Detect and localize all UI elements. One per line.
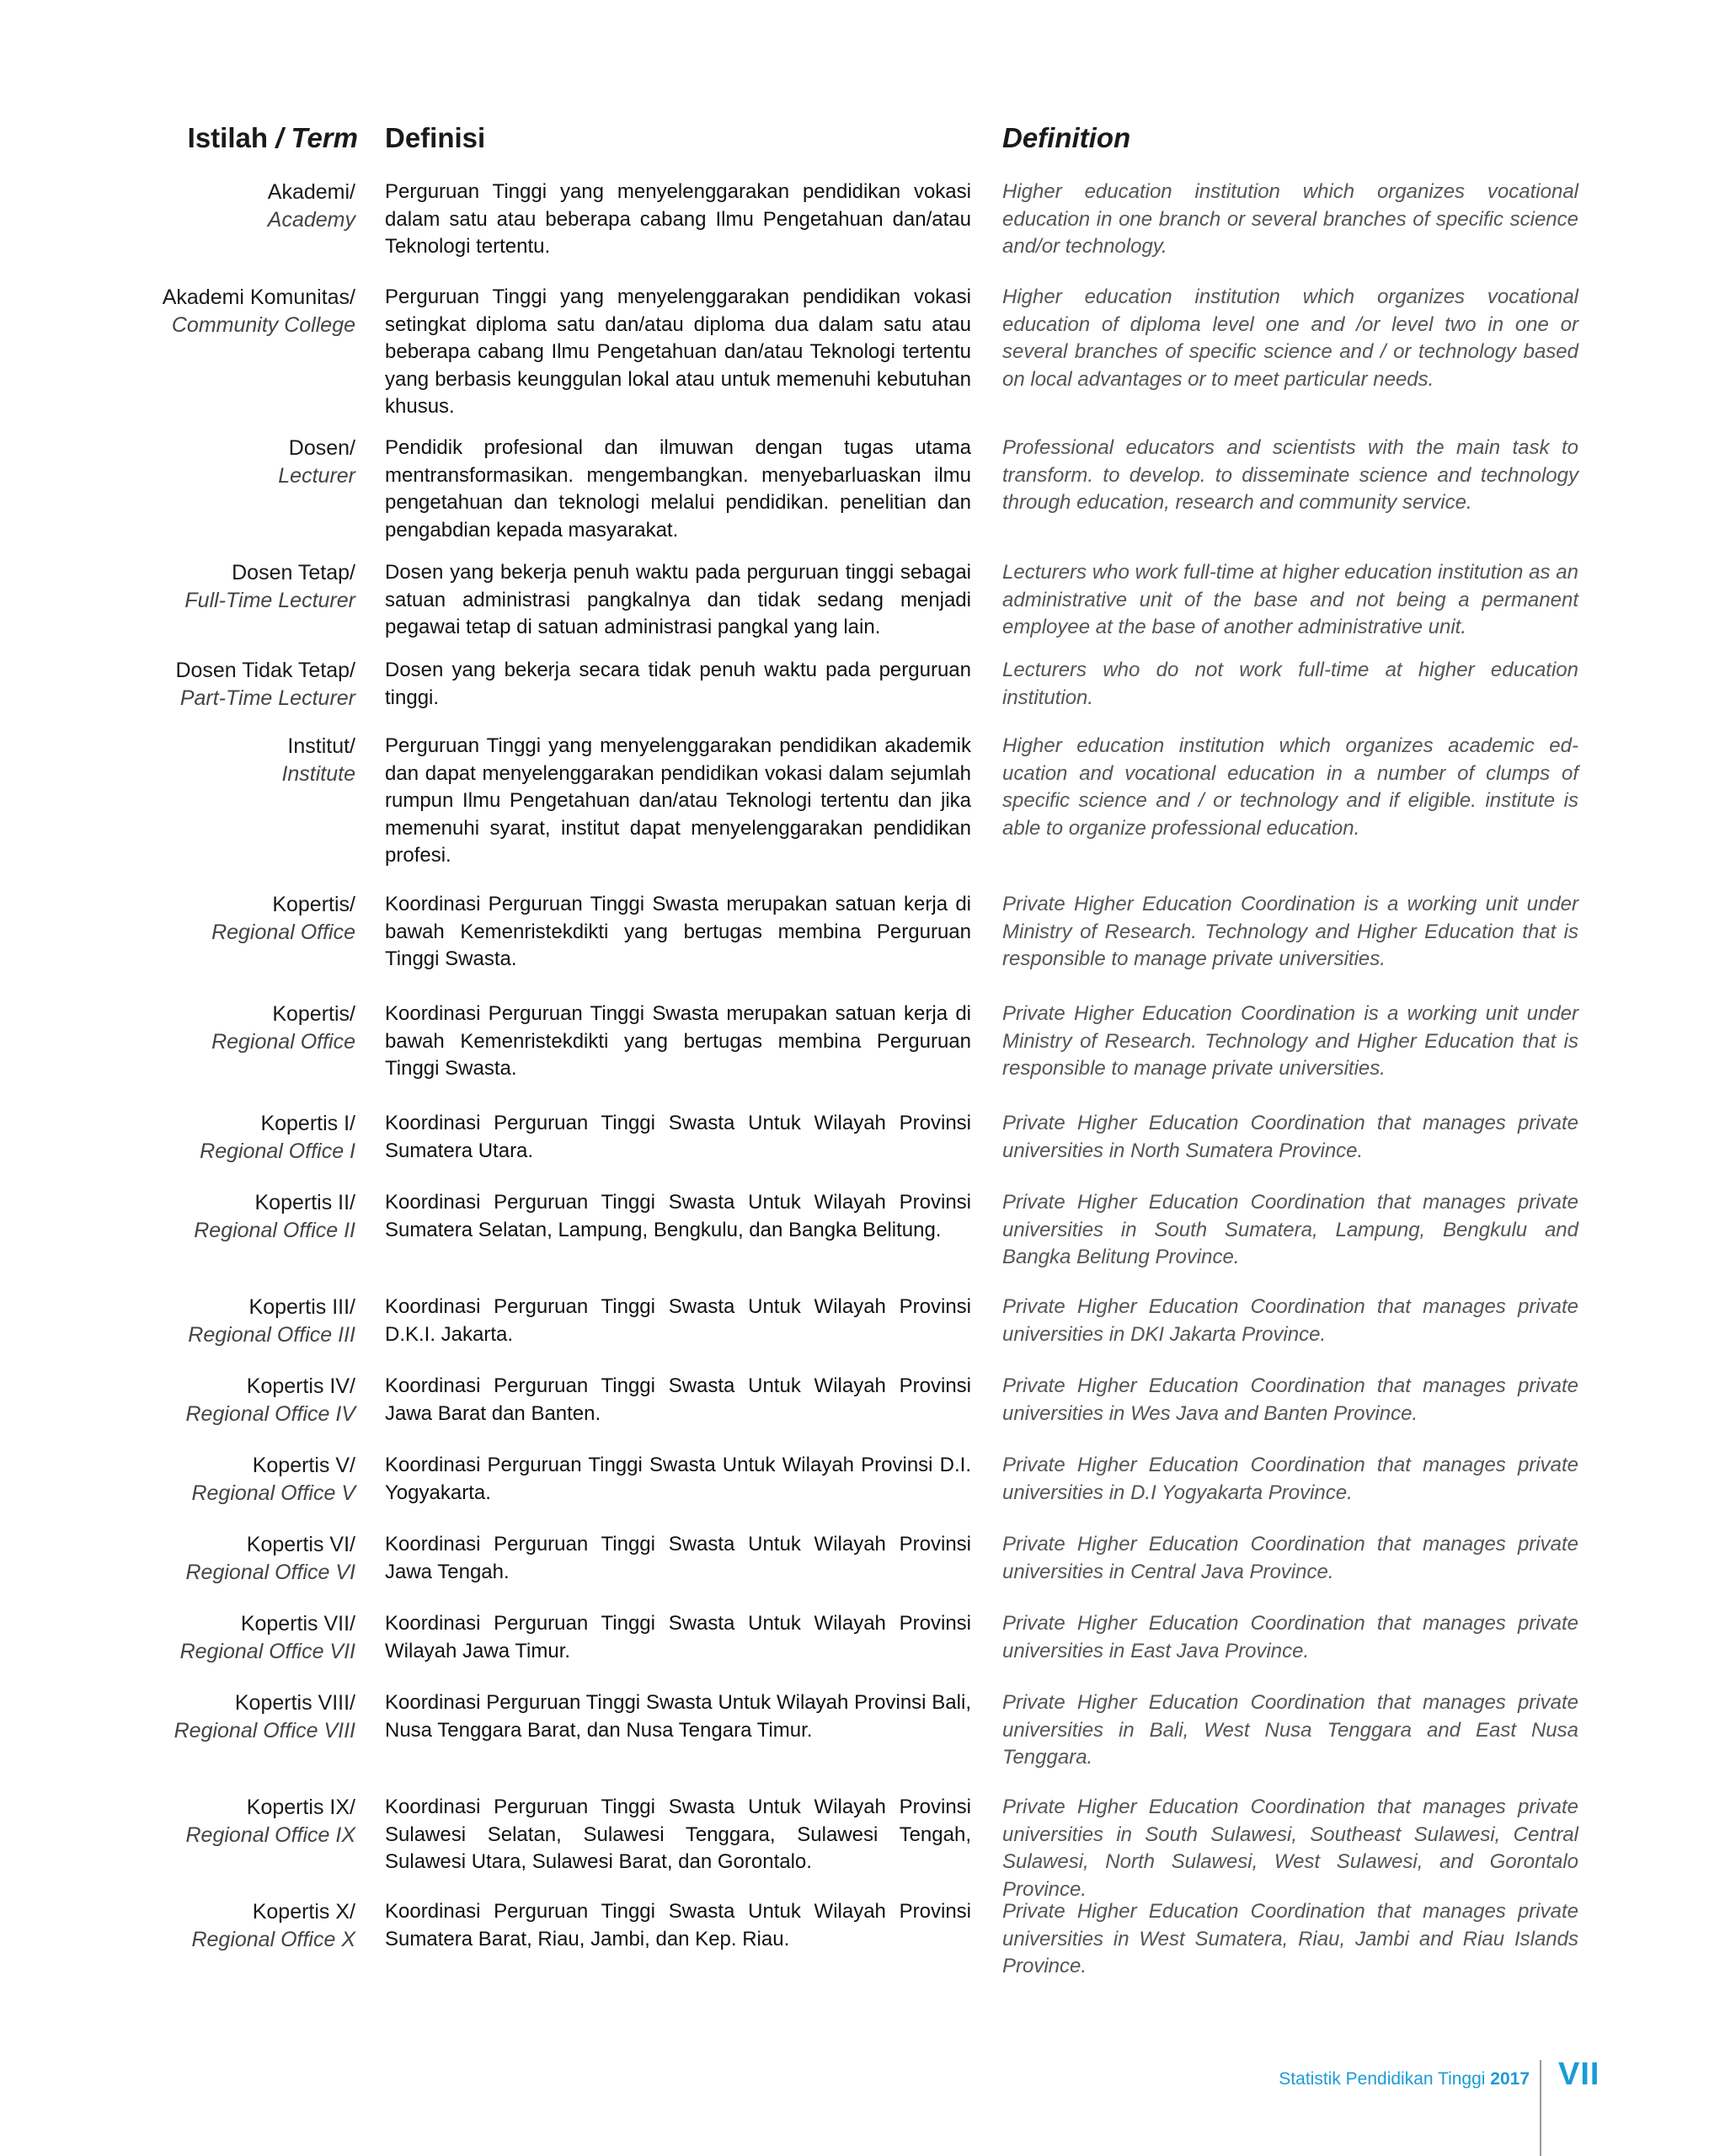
definition-id: Koordinasi Perguruan Tinggi Swasta Untuk Wilayah Provinsi Sumatera Utara. [385,1112,971,1162]
definition-id: Koordinasi Perguruan Tinggi Swasta Untuk Wilayah Provinsi D.I. Yogyakarta. [385,1454,971,1504]
term-id: Dosen Tetap/ [232,561,355,584]
term [126,1001,355,1055]
term [126,1531,355,1586]
term-id: Kopertis II/ [254,1191,355,1214]
term [126,1689,355,1744]
definition-id: Dosen yang bekerja penuh waktu pada perguruan tinggi sebagai satuan administrasi pangkalnya dan tidak sedang menjadi pegawai tetap di satuan administrasi pangkal yang lain. [385,561,971,638]
term-en: Regional Office IV [185,1401,355,1426]
definition-id: Koordinasi Perguruan Tinggi Swasta Untuk Wilayah Provinsi Wilayah Jawa Timur. [385,1612,971,1662]
term-id: Kopertis III/ [248,1295,355,1319]
term-id: Kopertis/ [272,893,355,916]
term-en: Regional Office [211,920,355,944]
definition-id: Koordinasi Perguruan Tinggi Swasta Untuk Wilayah Provinsi Sumatera Selatan, Lampung, Bengkulu, dan Bangka Belitung. [385,1191,971,1241]
term [126,1610,355,1665]
definition-en: Lecturers who work full-time at higher education institution as an administrative unit of the base and not being a permanent employee at the base of another administrative unit. [1002,561,1578,638]
term-id: Akademi Komunitas/ [162,286,355,309]
term [126,1452,355,1507]
footer-publication [1279,2068,1530,2090]
term-en: Full-Time Lecturer [184,588,355,612]
term-en: Regional Office IX [185,1822,355,1847]
term-id: Dosen/ [288,436,355,460]
term-id: Kopertis VI/ [246,1533,355,1556]
definition-en: Private Higher Education Coordination that manages private universities in DKI Jakarta Province. [1002,1295,1578,1346]
definition-en: Lecturers who do not work full-time at higher education institution. [1002,659,1578,709]
term-en: Lecturer [278,463,355,488]
term [126,1189,355,1244]
term-id: Kopertis I/ [260,1112,355,1135]
header-term [126,121,358,155]
term-id: Kopertis/ [272,1002,355,1026]
term-id: Akademi/ [267,180,355,204]
definition-en: Private Higher Education Coordination that manages private universities in D.I Yogyakarta Province. [1002,1454,1578,1504]
term [126,1294,355,1348]
term-en: Regional Office II [194,1218,355,1242]
term-en: Part-Time Lecturer [179,686,355,710]
definition-en: Private Higher Education Coordination that manages private universities in Wes Java and Banten Province. [1002,1374,1578,1425]
term-en: Regional Office V [191,1481,355,1505]
definition-id: Koordinasi Perguruan Tinggi Swasta Untuk Wilayah Provinsi Jawa Tengah. [385,1533,971,1583]
term-id: Kopertis X/ [252,1900,355,1924]
header-definisi: Definisi [385,122,486,153]
definition-en: Private Higher Education Coordination that manages private universities in East Java Province. [1002,1612,1578,1662]
definition-en: Private Higher Education Coordination is a working unit under Ministry of Research. Technology and Higher Education that is responsible to manage private universities. [1002,893,1578,970]
term [126,657,355,712]
definition-en: Private Higher Education Coordination that manages private universities in Central Java Province. [1002,1533,1578,1583]
definition-id: Koordinasi Perguruan Tinggi Swasta Untuk Wilayah Provinsi Sulawesi Selatan, Sulawesi Tenggara, Sulawesi Tengah, Sulawesi Utara, Sulawesi Barat, dan Gorontalo. [385,1796,971,1873]
definition-en: Private Higher Education Coordination that manages private universities in West Sumatera, Riau, Jambi and Riau Islands Province. [1002,1900,1578,1977]
definition-id: Koordinasi Perguruan Tinggi Swasta Untuk Wilayah Provinsi Bali, Nusa Tenggara Barat, dan Nusa Tengara Timur. [385,1691,971,1742]
definition-en: Higher education institution which organizes vocational education of diploma level one and /or level two in one or several branches of specific science and / or technology based on local advantages or to meet particular needs. [1002,286,1578,391]
definition-id: Perguruan Tinggi yang menyelenggarakan pendidikan vokasi dalam satu atau beberapa cabang Ilmu Pengetahuan dan/atau Teknologi tertentu. [385,180,971,258]
term-en: Regional Office VI [185,1560,355,1584]
term-en: Regional Office VII [179,1639,355,1663]
header-term-en: / Term [275,122,358,153]
term-en: Regional Office X [191,1927,355,1951]
definition-en: Private Higher Education Coordination that manages private universities in North Sumatera Province. [1002,1112,1578,1162]
term [126,1110,355,1165]
definition-id: Pendidik profesional dan ilmuwan dengan tugas utama mentransformasikan. mengembangkan. menyebarluaskan ilmu pengetahuan dan teknologi melalui pendidikan. penelitian dan pengabdian kepada masyarakat. [385,436,971,542]
definition-en: Professional educators and scientists with the main task to transform. to develop. to disseminate science and technology through education, research and community service. [1002,436,1578,514]
footer-divider [1540,2060,1541,2156]
term-id: Kopertis V/ [252,1454,355,1477]
definition-id: Dosen yang bekerja secara tidak penuh waktu pada perguruan tinggi. [385,659,971,709]
page-number: VII [1558,2057,1600,2092]
term-en: Regional Office [211,1029,355,1054]
term [126,559,355,614]
header-term-id: Istilah [187,122,269,153]
term [126,1898,355,1953]
term-en: Institute [281,761,355,786]
term-en: Community College [171,312,355,337]
header-definition: Definition [1002,122,1131,153]
term [126,733,355,787]
definition-en: Private Higher Education Coordination that manages private universities in South Sumatera, Lampung, Bengkulu and Bangka Belitung Province. [1002,1191,1578,1268]
term [126,891,355,946]
definition-en: Higher education institution which organizes vocational education in one branch or several branches of specific science and/or technology. [1002,180,1578,258]
term [126,435,355,489]
definition-id: Perguruan Tinggi yang menyelenggarakan pendidikan akademik dan dapat menyelenggarakan pendidikan vokasi dalam sejumlah rumpun Ilmu Pengetahuan dan/atau Teknologi tertentu dan jika memenuhi syarat, institut dapat menyelenggarakan pendidikan profesi. [385,734,971,867]
term [126,179,355,233]
definition-id: Koordinasi Perguruan Tinggi Swasta merupakan satuan kerja di bawah Kemenristekdikti yang bertugas membina Perguruan Tinggi Swasta. [385,893,971,970]
term-id: Kopertis IX/ [246,1796,355,1819]
definition-en: Higher education institution which organizes academic ed-ucation and vocational education in a number of clumps of specific science and / or technology and if eligible. institute is able to organize professional education. [1002,734,1578,840]
definition-en: Private Higher Education Coordination is a working unit under Ministry of Research. Technology and Higher Education that is responsible to manage private universities. [1002,1002,1578,1080]
term [126,1373,355,1428]
footer-publication-title: Statistik Pendidikan Tinggi [1279,2069,1486,2089]
footer-year: 2017 [1490,2069,1530,2089]
definition-id: Koordinasi Perguruan Tinggi Swasta Untuk Wilayah Provinsi Sumatera Barat, Riau, Jambi, dan Kep. Riau. [385,1900,971,1951]
term-id: Institut/ [287,734,355,758]
term-id: Dosen Tidak Tetap/ [175,659,355,682]
definition-id: Perguruan Tinggi yang menyelenggarakan pendidikan vokasi setingkat diploma satu dan/atau diploma dua dalam satu atau beberapa cabang Ilmu Pengetahuan dan/atau Teknologi tertentu yang berbasis keunggulan lokal atau untuk memenuhi kebutuhan khusus. [385,286,971,418]
term-id: Kopertis VIII/ [234,1691,355,1715]
definition-en: Private Higher Education Coordination that manages private universities in Bali, West Nusa Tenggara and East Nusa Tenggara. [1002,1691,1578,1769]
term-en: Regional Office I [200,1139,355,1163]
definition-id: Koordinasi Perguruan Tinggi Swasta Untuk Wilayah Provinsi D.K.I. Jakarta. [385,1295,971,1346]
term [126,284,355,339]
term-en: Academy [267,207,355,232]
term-en: Regional Office VIII [174,1718,355,1742]
definition-id: Koordinasi Perguruan Tinggi Swasta merupakan satuan kerja di bawah Kemenristekdikti yang bertugas membina Perguruan Tinggi Swasta. [385,1002,971,1080]
definition-en: Private Higher Education Coordination that manages private universities in South Sulawesi, Southeast Sulawesi, Central Sulawesi, North Sulawesi, West Sulawesi, and Gorontalo Province. [1002,1796,1578,1901]
definition-id: Koordinasi Perguruan Tinggi Swasta Untuk Wilayah Provinsi Jawa Barat dan Banten. [385,1374,971,1425]
term-en: Regional Office III [188,1322,355,1347]
term-id: Kopertis VII/ [240,1612,355,1636]
term [126,1794,355,1849]
term-id: Kopertis IV/ [246,1374,355,1398]
